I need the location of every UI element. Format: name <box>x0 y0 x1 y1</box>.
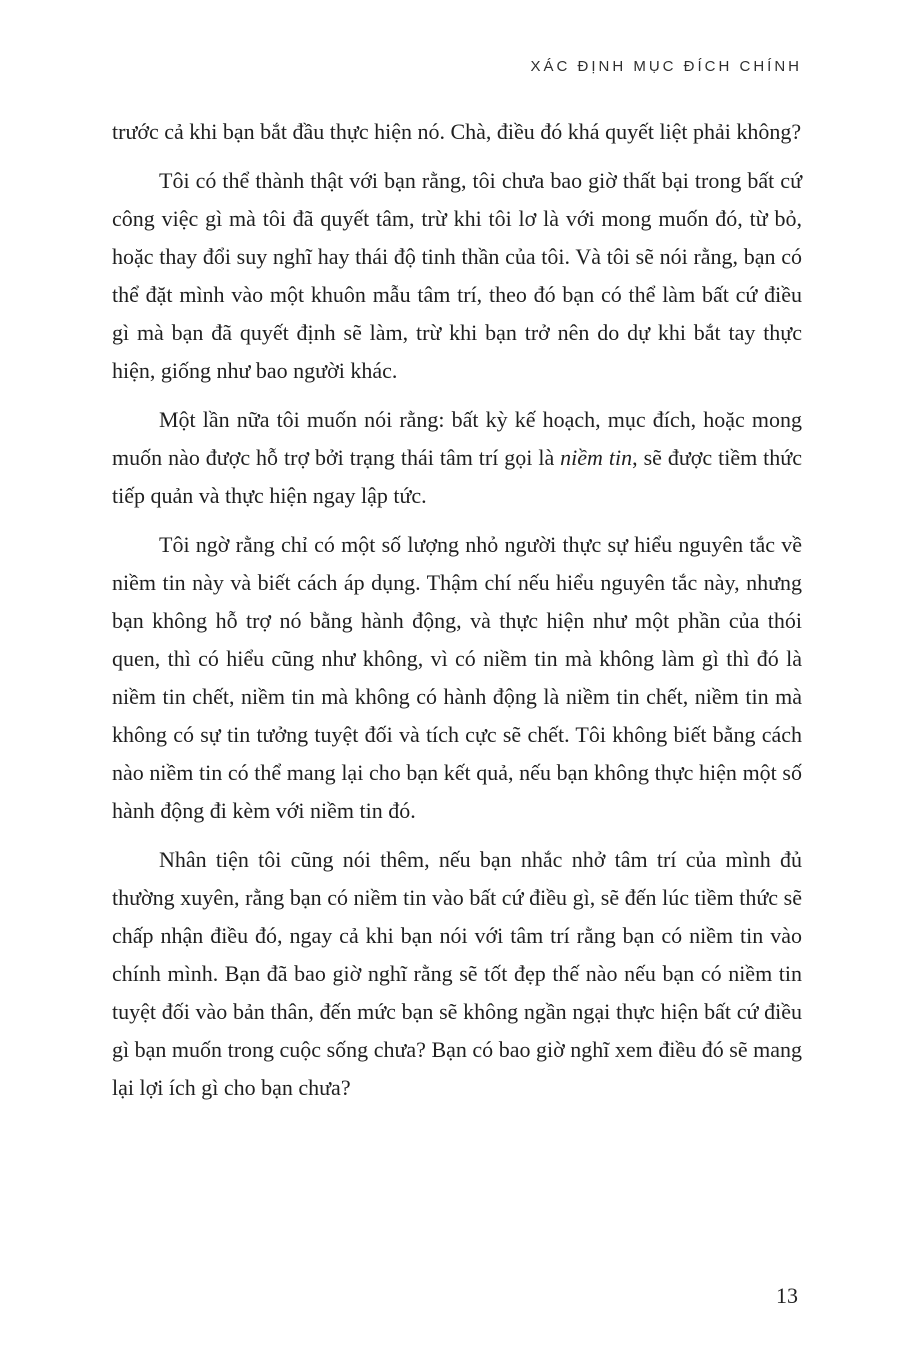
text-run: Một lần nữa tôi muốn nói rằng: bất kỳ kế hoạch, mục đích, hoặc mong muốn nào được hỗ trợ bởi trạng thái tâm trí gọi là <box>112 407 802 470</box>
paragraph <box>112 526 802 830</box>
paragraph <box>112 841 802 1107</box>
paragraph <box>112 401 802 515</box>
text-run: Tôi có thể thành thật với bạn rằng, tôi chưa bao giờ thất bại trong bất cứ công việc gì mà tôi đã quyết tâm, trừ khi tôi lơ là với mong muốn đó, từ bỏ, hoặc thay đổi suy nghĩ hay thái độ tinh thần của tôi. Và tôi sẽ nói rằng, bạn có thể đặt mình vào một khuôn mẫu tâm trí, theo đó bạn có thể làm bất cứ điều gì mà bạn đã quyết định sẽ làm, trừ khi bạn trở nên do dự khi bắt tay thực hiện, giống như bao người khác. <box>112 168 802 383</box>
paragraph <box>112 162 802 390</box>
italic-text-run: niềm tin <box>560 445 633 470</box>
page-number: 13 <box>776 1283 798 1308</box>
paragraph <box>112 113 802 151</box>
body-text <box>112 113 802 1107</box>
text-run: Nhân tiện tôi cũng nói thêm, nếu bạn nhắc nhở tâm trí của mình đủ thường xuyên, rằng bạn có niềm tin vào bất cứ điều gì, sẽ đến lúc tiềm thức sẽ chấp nhận điều đó, ngay cả khi bạn nói với tâm trí rằng bạn có niềm tin vào chính mình. Bạn đã bao giờ nghĩ rằng sẽ tốt đẹp thế nào nếu bạn có niềm tin tuyệt đối vào bản thân, đến mức bạn sẽ không ngần ngại thực hiện bất cứ điều gì bạn muốn trong cuộc sống chưa? Bạn có bao giờ nghĩ xem điều đó sẽ mang lại lợi ích gì cho bạn chưa? <box>112 847 802 1100</box>
running-head: XÁC ĐỊNH MỤC ĐÍCH CHÍNH <box>530 58 802 75</box>
text-run: , sẽ được tiềm thức tiếp quản và thực hiện ngay lập tức. <box>112 445 802 508</box>
text-run: Tôi ngờ rằng chỉ có một số lượng nhỏ người thực sự hiểu nguyên tắc về niềm tin này và biết cách áp dụng. Thậm chí nếu hiểu nguyên tắc này, nhưng bạn không hỗ trợ nó bằng hành động, và thực hiện như một phần của thói quen, thì có hiểu cũng như không, vì có niềm tin mà không làm gì thì đó là niềm tin chết, niềm tin mà không có hành động là niềm tin chết, niềm tin mà không có sự tin tưởng tuyệt đối và tích cực sẽ chết. Tôi không biết bằng cách nào niềm tin có thể mang lại cho bạn kết quả, nếu bạn không thực hiện một số hành động đi kèm với niềm tin đó. <box>112 532 802 823</box>
text-run: trước cả khi bạn bắt đầu thực hiện nó. Chà, điều đó khá quyết liệt phải không? <box>112 119 802 144</box>
